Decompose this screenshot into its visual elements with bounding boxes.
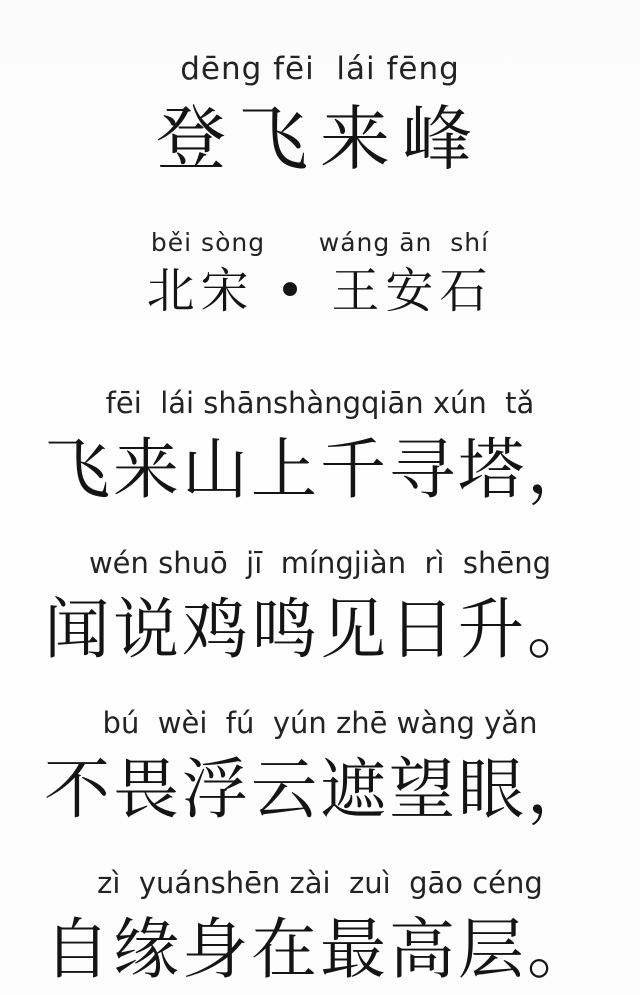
verse-1-text: 飞来山上千寻塔， bbox=[44, 431, 596, 508]
verse-line-2 bbox=[0, 542, 640, 676]
verse-1-pinyin: fēi lái shānshàngqiān xún tǎ bbox=[105, 386, 535, 420]
author-block bbox=[0, 226, 640, 322]
poem-title-block bbox=[0, 46, 640, 186]
verse-line-1 bbox=[0, 382, 640, 516]
verse-2-text: 闻说鸡鸣见日升。 bbox=[44, 591, 596, 668]
poem-title: 登飞来峰 bbox=[156, 98, 484, 180]
verse-3-text: 不畏浮云遮望眼， bbox=[44, 751, 596, 828]
verse-4-pinyin: zì yuánshēn zài zuì gāo céng bbox=[97, 866, 543, 900]
author-pinyin: běi sòng wáng ān shí bbox=[150, 228, 490, 257]
author-name: 北宋 • 王安石 bbox=[146, 263, 494, 319]
verse-4-text: 自缘身在最高层。 bbox=[44, 911, 596, 988]
title-pinyin: dēng fēi lái fēng bbox=[180, 51, 460, 87]
verse-line-3 bbox=[0, 702, 640, 836]
verse-3-pinyin: bú wèi fú yún zhē wàng yǎn bbox=[102, 706, 538, 740]
verse-2-pinyin: wén shuō jī míngjiàn rì shēng bbox=[88, 546, 552, 580]
verse-line-4 bbox=[0, 862, 640, 995]
